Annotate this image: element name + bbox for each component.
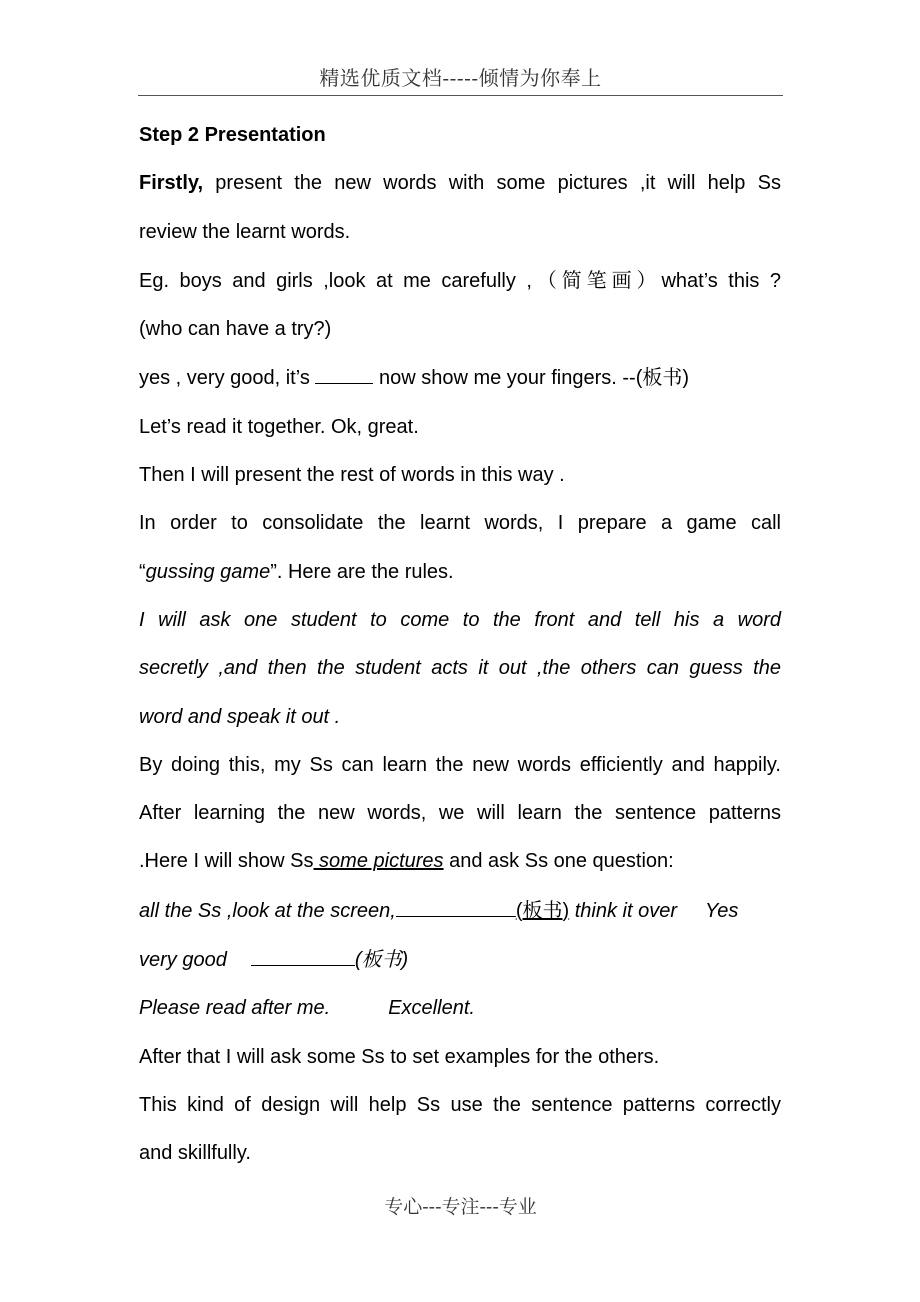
- paragraph-consolidate: In order to consolidate the learnt words, I prepare a game call: [139, 512, 781, 535]
- yes-board-note: 板书: [642, 365, 683, 390]
- excellent-text: Excellent.: [388, 997, 475, 1020]
- yes-word: Yes: [704, 899, 739, 922]
- screen-board-note: 板书: [522, 897, 563, 922]
- example-text-2: what’s this ?: [661, 269, 782, 292]
- screen-paren-close: ): [562, 899, 570, 922]
- paragraph-very-good: [139, 935, 781, 984]
- yes-text-3: ): [682, 367, 690, 390]
- paragraph-examples: After that I will ask some Ss to set examples for the others.: [139, 1045, 660, 1068]
- paragraph-design: This kind of design will help Ss use the sentence patterns correctly: [139, 1093, 781, 1116]
- step-heading: [139, 111, 781, 159]
- paragraph-example: [139, 256, 781, 305]
- paragraph-patterns-cont: [139, 837, 781, 885]
- very-good-paren-close: ): [401, 949, 409, 972]
- paragraph-patterns: After learning the new words, we will learn the sentence patterns: [139, 802, 781, 825]
- sentence-blank-2: [251, 945, 355, 966]
- firstly-text: present the new words with some pictures ,it will help Ss: [203, 172, 781, 195]
- very-good-paren-open: (: [354, 949, 362, 972]
- show-text-1: .Here I will show Ss: [139, 850, 314, 873]
- yes-text-2: now show me your fingers. --(: [373, 367, 643, 390]
- example-cjk-note: （简笔画）: [531, 267, 662, 292]
- paragraph-doing: By doing this, my Ss can learn the new words efficiently and happily.: [139, 753, 781, 776]
- paragraph-yes: [139, 353, 781, 402]
- paragraph-read: Let’s read it together. Ok, great.: [139, 415, 419, 438]
- paragraph-consolidate-cont: [139, 548, 781, 596]
- very-good-text: very good: [139, 949, 227, 972]
- screen-paren-open: (: [515, 899, 523, 922]
- paragraph-screen: [139, 886, 781, 935]
- some-pictures-text: some pictures: [313, 850, 444, 873]
- read-after-text: Please read after me.: [139, 997, 331, 1020]
- header-rule: [138, 95, 783, 96]
- example-text-1: Eg. boys and girls ,look at me carefully ,: [139, 269, 532, 292]
- paragraph-example-cont: (who can have a try?): [139, 318, 332, 341]
- paragraph-firstly-cont: review the learnt words.: [139, 220, 351, 243]
- rules-line-1: I will ask one student to come to the front and tell his a word: [139, 608, 781, 631]
- rules-line-3: word and speak it out .: [139, 705, 341, 728]
- document-body: [139, 111, 781, 1178]
- game-name: gussing game: [145, 560, 271, 583]
- sentence-blank-1: [396, 896, 516, 917]
- paragraph-rest: Then I will present the rest of words in this way .: [139, 464, 565, 487]
- very-good-board-note: 板书: [361, 947, 402, 972]
- step-heading-text: Step 2 Presentation: [139, 124, 326, 146]
- page-footer: 专心---专注---专业: [384, 1196, 537, 1218]
- rules-text: ”. Here are the rules.: [270, 560, 454, 583]
- paragraph-firstly: [139, 159, 781, 207]
- show-text-2: and ask Ss one question:: [443, 850, 674, 873]
- paragraph-read-after: [139, 984, 781, 1032]
- screen-text: all the Ss ,look at the screen,: [139, 899, 396, 922]
- word-blank: [315, 363, 373, 384]
- yes-text-1: yes , very good, it’s: [139, 367, 316, 390]
- screen-board-note-wrap: [515, 897, 570, 922]
- rules-line-2: secretly ,and then the student acts it out ,the others can guess the: [139, 657, 781, 680]
- paragraph-design-cont: and skillfully.: [139, 1142, 251, 1165]
- quote-open: “: [139, 560, 146, 583]
- firstly-label: Firstly,: [139, 172, 204, 195]
- think-text: think it over: [569, 899, 677, 922]
- page-header: 精选优质文档-----倾情为你奉上: [319, 66, 602, 90]
